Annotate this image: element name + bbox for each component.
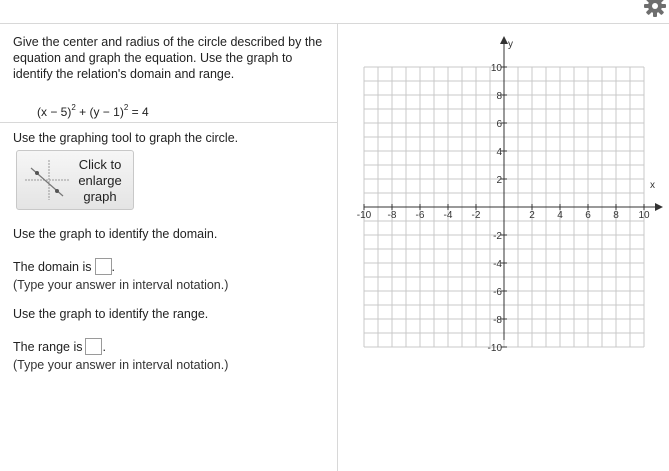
domain-instruction: Use the graph to identify the domain.	[13, 227, 218, 241]
y-tick-label: -8	[493, 315, 502, 326]
range-line: The range is .	[13, 340, 106, 354]
y-tick-label: -6	[493, 287, 502, 298]
y-tick-label: 10	[490, 63, 502, 74]
y-axis-arrow-icon	[500, 36, 508, 44]
x-tick-label: -2	[471, 210, 481, 221]
y-tick-label: 6	[496, 119, 502, 130]
range-answer-box[interactable]	[85, 338, 102, 355]
x-tick-label: -8	[387, 210, 397, 221]
domain-hint: (Type your answer in interval notation.)	[13, 278, 229, 292]
y-tick-label: 4	[496, 147, 502, 158]
divider	[0, 122, 337, 123]
x-tick-label: 10	[638, 210, 650, 221]
y-tick-label: 8	[496, 91, 502, 102]
x-tick-label: 6	[585, 210, 591, 221]
x-tick-label: -6	[415, 210, 425, 221]
y-tick-label: -2	[493, 231, 502, 242]
enlarge-graph-button[interactable]	[16, 150, 134, 210]
x-tick-label: -4	[443, 210, 453, 221]
y-tick-label: -4	[493, 259, 502, 270]
axes	[364, 36, 663, 340]
x-axis-arrow-icon	[655, 203, 663, 211]
question-text: Give the center and radius of the circle described by the equation and graph the equation. Use the graph to identify the relation's domain and range.	[13, 35, 323, 81]
question-panel	[0, 24, 338, 471]
coordinate-graph[interactable]	[338, 24, 669, 471]
range-instruction: Use the graph to identify the range.	[13, 307, 209, 321]
y-tick-label: 2	[496, 175, 502, 186]
x-tick-label: 2	[529, 210, 535, 221]
graph-panel	[338, 24, 669, 471]
equation: $(x - 5)^2 + (y - 1)^2 = 4$	[37, 103, 149, 119]
gear-icon[interactable]	[643, 0, 667, 18]
x-tick-label: -10	[356, 210, 372, 221]
graph-thumbnail-icon	[25, 160, 69, 200]
domain-answer-box[interactable]	[95, 258, 112, 275]
x-tick-label: 4	[557, 210, 563, 221]
enlarge-graph-label: Click to enlarge graph	[78, 157, 122, 204]
range-hint: (Type your answer in interval notation.)	[13, 358, 229, 372]
x-tick-label: 8	[613, 210, 619, 221]
graphing-instruction: Use the graphing tool to graph the circle.	[13, 131, 239, 145]
domain-line: The domain is .	[13, 260, 115, 274]
y-tick-label: -10	[487, 343, 502, 354]
x-axis-label: x	[650, 180, 655, 191]
y-axis-label: y	[508, 39, 513, 50]
top-bar	[0, 0, 669, 24]
